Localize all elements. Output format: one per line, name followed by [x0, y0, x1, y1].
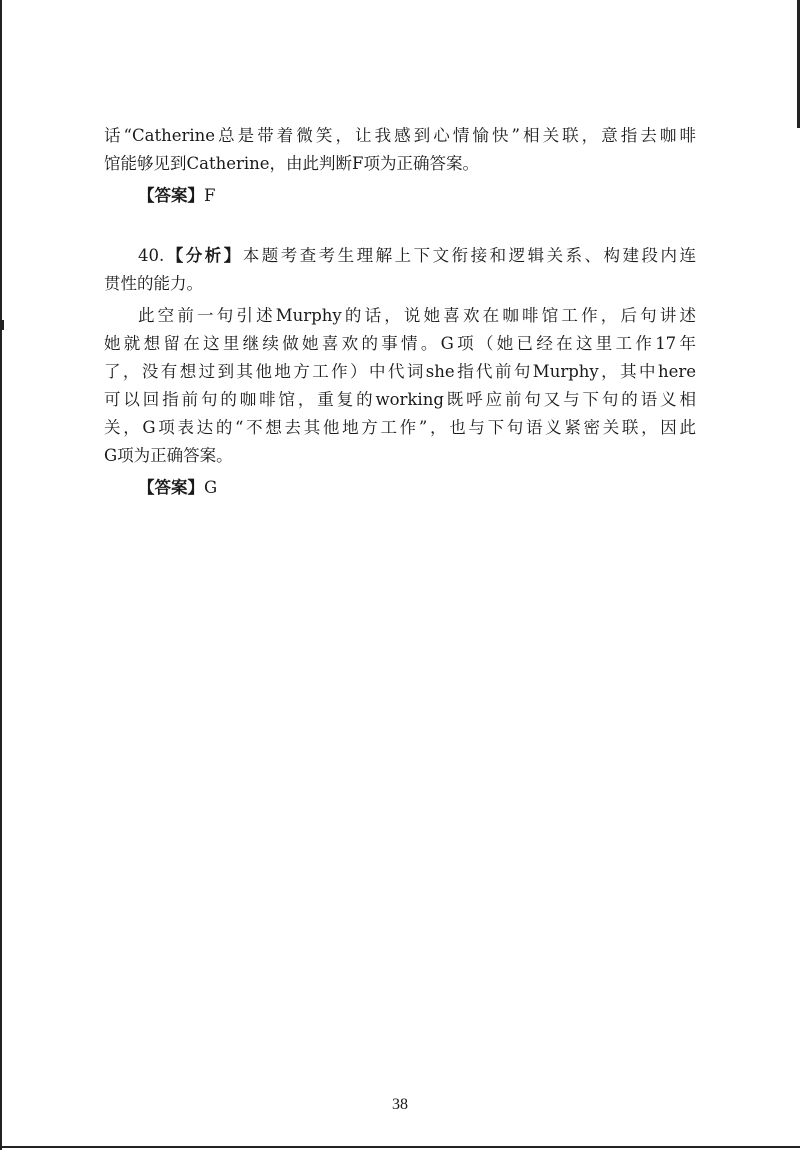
text-segment: 本题考查考生理解上下文衔接和逻辑关系、构建段内连	[242, 246, 697, 265]
page-number: 38	[392, 1096, 408, 1113]
page-content	[104, 122, 696, 502]
text-line: 此空前一句引述Murphy的话，说她喜欢在咖啡馆工作，后句讲述	[138, 306, 696, 325]
answer-line	[104, 182, 696, 210]
analysis-label: 【分析】	[164, 246, 243, 265]
scan-edge-bottom	[0, 1146, 800, 1148]
text-line: 关，G项表达的“不想去其他地方工作”，也与下句语义紧密关联，因此	[104, 418, 696, 437]
text-line: 她就想留在这里继续做她喜欢的事情。G项（她已经在这里工作17年	[104, 334, 696, 353]
text-line: 了，没有想过到其他地方工作）中代词she指代前句Murphy，其中here	[104, 362, 696, 381]
text-line: G项为正确答案。	[104, 446, 233, 465]
scan-edge-left	[0, 0, 2, 1150]
text-line: 馆能够见到Catherine，由此判断F项为正确答案。	[104, 154, 479, 173]
text-line: 话“Catherine总是带着微笑，让我感到心情愉快”相关联，意指去咖啡	[104, 126, 696, 145]
answer-label: 【答案】	[138, 186, 204, 205]
text-line: 贯性的能力。	[104, 274, 203, 293]
scan-edge-mark	[0, 320, 4, 330]
question-number: 40.	[138, 246, 165, 265]
question-heading-line	[104, 242, 696, 270]
answer-value: G	[204, 478, 218, 497]
text-line: 可以回指前句的咖啡馆，重复的working既呼应前句又与下句的语义相	[104, 390, 696, 409]
answer-label: 【答案】	[138, 478, 204, 497]
answer-line	[104, 474, 696, 502]
answer-value: F	[204, 186, 216, 205]
